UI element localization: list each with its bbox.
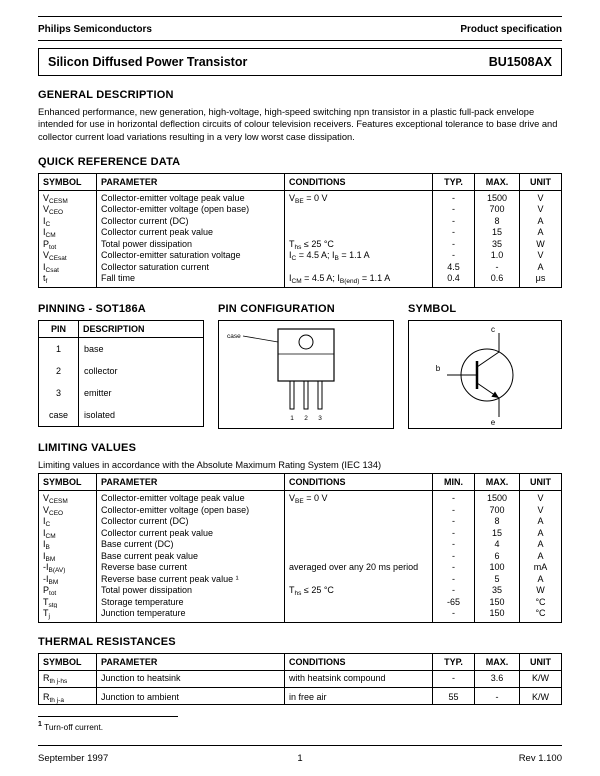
cell-parameter: Collector-emitter voltage peak value — [97, 190, 285, 204]
column-header-parameter: PARAMETER — [97, 474, 285, 491]
column-header-conditions: CONDITIONS — [285, 653, 433, 670]
column-header-symbol: SYMBOL — [39, 173, 97, 190]
cell-v1: - — [433, 216, 475, 228]
cell-v2: 8 — [475, 216, 520, 228]
cell-v1: - — [433, 204, 475, 216]
cell-parameter: Collector current peak value — [97, 227, 285, 239]
cell-unit: A — [520, 574, 562, 586]
column-header-conditions: CONDITIONS — [285, 474, 433, 491]
cell-v2: 35 — [475, 585, 520, 597]
cell-v2: 100 — [475, 562, 520, 574]
cell-v2: 35 — [475, 239, 520, 251]
lead-3 — [318, 381, 322, 409]
package-body — [278, 329, 334, 381]
cell-v1: 0.4 — [433, 273, 475, 287]
cell-unit: W — [520, 239, 562, 251]
cell-symbol: $I_{CM}$ — [39, 528, 97, 540]
title-band — [38, 48, 562, 76]
cell-v2: 3.6 — [475, 670, 520, 687]
base-label: b — [435, 363, 441, 373]
footnote-rule — [38, 716, 178, 717]
column-header-unit: UNIT — [520, 173, 562, 190]
footer-date: September 1997 — [38, 753, 109, 764]
table-row — [39, 239, 562, 251]
heading-pinning: PINNING - SOT186A — [38, 302, 146, 315]
table-row — [39, 216, 562, 228]
mounting-hole-icon — [299, 335, 313, 349]
cell-v2: 0.6 — [475, 273, 520, 287]
table-row — [39, 670, 562, 687]
collector-label: c — [491, 324, 495, 334]
cell-v1: - — [433, 585, 475, 597]
column-header-pin: PIN — [39, 320, 79, 337]
cell-v2: 4 — [475, 539, 520, 551]
cell-v2: 700 — [475, 204, 520, 216]
cell-parameter: Collector current (DC) — [97, 516, 285, 528]
cell-unit: A — [520, 227, 562, 239]
cell-symbol: $-I_{BM}$ — [39, 574, 97, 586]
masthead — [38, 22, 562, 40]
cell-v1: - — [433, 505, 475, 517]
cell-unit: V — [520, 204, 562, 216]
cell-v1: - — [433, 551, 475, 563]
cell-unit: V — [520, 491, 562, 505]
cell-symbol: $V_{CESM}$ — [39, 190, 97, 204]
cell-conditions: $I_{CM} = 4.5$ A; $I_{B(end)} = 1.1$ A — [285, 273, 433, 287]
cell-symbol: $I_B$ — [39, 539, 97, 551]
cell-conditions: $T_{hs} \le 25$ °C — [285, 585, 433, 597]
general-description-text: Enhanced performance, new generation, high-voltage, high-speed switching npn transistor in a plastic full-pack envelope intended for use in horizontal deflection circuits of colour television receivers. Features exceptional tolerance to base drive and collector current load variations resulting in a very low worst case dissipation. — [38, 107, 558, 142]
part-number: BU1508AX — [488, 55, 552, 69]
table-row — [39, 190, 562, 204]
heading-quick-reference: QUICK REFERENCE DATA — [38, 155, 181, 168]
cell-parameter: Collector-emitter voltage peak value — [97, 491, 285, 505]
spec-type: Product specification — [460, 24, 562, 35]
cell-unit: V — [520, 505, 562, 517]
cell-parameter: Total power dissipation — [97, 239, 285, 251]
table-row — [39, 273, 562, 287]
cell-v2: 1500 — [475, 491, 520, 505]
cell-unit: W — [520, 585, 562, 597]
cell-v1: - — [433, 608, 475, 622]
cell-unit: A — [520, 216, 562, 228]
symbol-column — [408, 290, 562, 429]
thermal-resistances-table — [38, 653, 562, 705]
pin-2-label: 2 — [304, 414, 308, 422]
footnote-text-line — [38, 721, 178, 732]
cell-symbol: $V_{CEO}$ — [39, 204, 97, 216]
table-header-row — [39, 653, 562, 670]
cell-unit: °C — [520, 608, 562, 622]
column-header-max: MAX. — [475, 173, 520, 190]
column-header-description: DESCRIPTION — [79, 320, 204, 337]
cell-conditions — [285, 608, 433, 622]
cell-parameter: Collector saturation current — [97, 262, 285, 274]
cell-parameter: Collector-emitter voltage (open base) — [97, 204, 285, 216]
footer-page-number: 1 — [297, 753, 303, 764]
cell-v1: - — [433, 670, 475, 687]
cell-parameter: Base current peak value — [97, 551, 285, 563]
cell-conditions — [285, 539, 433, 551]
cell-conditions — [285, 597, 433, 609]
cell-symbol: $I_{CM}$ — [39, 227, 97, 239]
pin-configuration-column — [218, 290, 394, 429]
cell-conditions — [285, 204, 433, 216]
table-row — [39, 337, 204, 360]
table-row — [39, 608, 562, 622]
cell-parameter: Reverse base current — [97, 562, 285, 574]
cell-parameter: Storage temperature — [97, 597, 285, 609]
cell-v1: - — [433, 227, 475, 239]
table-row — [39, 562, 562, 574]
table-row — [39, 262, 562, 274]
table-row — [39, 360, 204, 382]
cell-unit: K/W — [520, 670, 562, 687]
cell-parameter: Base current (DC) — [97, 539, 285, 551]
footer-revision: Rev 1.100 — [518, 753, 562, 764]
cell-description: emitter — [79, 382, 204, 404]
table-row — [39, 585, 562, 597]
table-row — [39, 227, 562, 239]
table-row — [39, 528, 562, 540]
quick-reference-table — [38, 173, 562, 288]
cell-description: base — [79, 337, 204, 360]
pin-configuration-figure — [218, 320, 394, 429]
column-header-conditions: CONDITIONS — [285, 173, 433, 190]
page-footer — [38, 745, 562, 764]
collector-branch — [477, 352, 499, 367]
limiting-values-intro: Limiting values in accordance with the Absolute Maximum Rating System (IEC 134) — [38, 459, 382, 470]
cell-v2: 150 — [475, 597, 520, 609]
table-row — [39, 505, 562, 517]
publisher-name: Philips Semiconductors — [38, 24, 152, 35]
emitter-arrow-icon — [491, 391, 499, 398]
table-row — [39, 539, 562, 551]
cell-symbol: $-I_{B(AV)}$ — [39, 562, 97, 574]
cell-v2: - — [475, 687, 520, 704]
column-header-unit: UNIT — [520, 653, 562, 670]
heading-thermal-resistances: THERMAL RESISTANCES — [38, 635, 176, 648]
cell-symbol: $P_{tot}$ — [39, 239, 97, 251]
table-row — [39, 687, 562, 704]
cell-parameter: Junction temperature — [97, 608, 285, 622]
cell-conditions: $T_{hs} \le 25$ °C — [285, 239, 433, 251]
cell-symbol: $R_{th j-a}$ — [39, 687, 97, 704]
cell-pin: 1 — [39, 337, 79, 360]
cell-symbol: $I_{BM}$ — [39, 551, 97, 563]
cell-conditions — [285, 216, 433, 228]
lead-2 — [304, 381, 308, 409]
cell-unit: A — [520, 551, 562, 563]
cell-unit: °C — [520, 597, 562, 609]
table-row — [39, 250, 562, 262]
pin-3-label: 3 — [318, 414, 322, 422]
lead-1 — [290, 381, 294, 409]
column-header-symbol: SYMBOL — [39, 653, 97, 670]
middle-section — [38, 290, 562, 429]
cell-conditions — [285, 574, 433, 586]
column-header-max: MAX. — [475, 474, 520, 491]
table-row — [39, 551, 562, 563]
page-title: Silicon Diffused Power Transistor — [48, 55, 248, 69]
cell-symbol: $P_{tot}$ — [39, 585, 97, 597]
case-leader-line — [243, 336, 278, 342]
column-header-typ: TYP. — [433, 653, 475, 670]
heading-pin-configuration: PIN CONFIGURATION — [218, 302, 335, 315]
table-row — [39, 491, 562, 505]
cell-conditions: $I_C = 4.5$ A; $I_B = 1.1$ A — [285, 250, 433, 262]
cell-v2: 1.0 — [475, 250, 520, 262]
cell-unit: mA — [520, 562, 562, 574]
column-header-unit: UNIT — [520, 474, 562, 491]
cell-conditions — [285, 227, 433, 239]
cell-parameter: Reverse base current peak value ¹ — [97, 574, 285, 586]
limiting-values-table — [38, 473, 562, 623]
cell-conditions — [285, 528, 433, 540]
cell-conditions: $V_{BE} = 0$ V — [285, 190, 433, 204]
cell-unit: A — [520, 262, 562, 274]
masthead-rule — [38, 40, 562, 41]
cell-symbol: $V_{CEO}$ — [39, 505, 97, 517]
cell-unit: K/W — [520, 687, 562, 704]
cell-conditions: with heatsink compound — [285, 670, 433, 687]
cell-v1: -65 — [433, 597, 475, 609]
cell-symbol: $I_{Csat}$ — [39, 262, 97, 274]
cell-v2: 15 — [475, 528, 520, 540]
table-row — [39, 404, 204, 427]
case-label: case — [227, 332, 241, 340]
heading-symbol: SYMBOL — [408, 302, 457, 315]
cell-symbol: $V_{CEsat}$ — [39, 250, 97, 262]
column-header-min: MIN. — [433, 474, 475, 491]
column-header-symbol: SYMBOL — [39, 474, 97, 491]
cell-symbol: $R_{th j-hs}$ — [39, 670, 97, 687]
cell-v1: - — [433, 239, 475, 251]
cell-description: collector — [79, 360, 204, 382]
column-header-parameter: PARAMETER — [97, 653, 285, 670]
cell-unit: V — [520, 250, 562, 262]
table-header-row — [39, 474, 562, 491]
cell-v1: - — [433, 562, 475, 574]
table-header-row — [39, 320, 204, 337]
symbol-figure — [408, 320, 562, 429]
cell-v2: - — [475, 262, 520, 274]
cell-v2: 1500 — [475, 190, 520, 204]
cell-v2: 8 — [475, 516, 520, 528]
cell-v1: - — [433, 190, 475, 204]
footnote-text: Turn-off current. — [44, 722, 104, 732]
cell-v1: - — [433, 528, 475, 540]
cell-v2: 15 — [475, 227, 520, 239]
cell-v1: - — [433, 250, 475, 262]
cell-symbol: $V_{CESM}$ — [39, 491, 97, 505]
table-row — [39, 382, 204, 404]
pinning-table — [38, 320, 204, 427]
cell-symbol: $t_f$ — [39, 273, 97, 287]
cell-unit: A — [520, 516, 562, 528]
table-row — [39, 204, 562, 216]
pinning-column — [38, 290, 204, 429]
cell-v2: 5 — [475, 574, 520, 586]
cell-v1: - — [433, 491, 475, 505]
cell-symbol: $T_{stg}$ — [39, 597, 97, 609]
cell-v1: - — [433, 574, 475, 586]
footnote — [38, 716, 178, 732]
cell-unit: μs — [520, 273, 562, 287]
cell-pin: 3 — [39, 382, 79, 404]
cell-unit: A — [520, 528, 562, 540]
cell-symbol: $T_j$ — [39, 608, 97, 622]
package-drawing-icon — [219, 321, 393, 428]
cell-symbol: $I_C$ — [39, 516, 97, 528]
column-header-max: MAX. — [475, 653, 520, 670]
column-header-parameter: PARAMETER — [97, 173, 285, 190]
cell-pin: 2 — [39, 360, 79, 382]
cell-conditions: averaged over any 20 ms period — [285, 562, 433, 574]
table-row — [39, 516, 562, 528]
cell-v1: 4.5 — [433, 262, 475, 274]
cell-parameter: Collector-emitter voltage (open base) — [97, 505, 285, 517]
cell-parameter: Collector current peak value — [97, 528, 285, 540]
column-header-typ: TYP. — [433, 173, 475, 190]
cell-v1: - — [433, 516, 475, 528]
cell-conditions — [285, 505, 433, 517]
cell-conditions: in free air — [285, 687, 433, 704]
footnote-marker: 1 — [38, 721, 42, 729]
cell-parameter: Fall time — [97, 273, 285, 287]
cell-conditions — [285, 262, 433, 274]
cell-v2: 6 — [475, 551, 520, 563]
top-rule — [38, 16, 562, 17]
cell-parameter: Collector-emitter saturation voltage — [97, 250, 285, 262]
table-header-row — [39, 173, 562, 190]
heading-limiting-values: LIMITING VALUES — [38, 441, 137, 454]
cell-parameter: Junction to ambient — [97, 687, 285, 704]
cell-parameter: Total power dissipation — [97, 585, 285, 597]
cell-conditions: $V_{BE} = 0$ V — [285, 491, 433, 505]
cell-v1: - — [433, 539, 475, 551]
cell-v2: 700 — [475, 505, 520, 517]
cell-symbol: $I_C$ — [39, 216, 97, 228]
heading-general-description: GENERAL DESCRIPTION — [38, 89, 174, 101]
cell-parameter: Junction to heatsink — [97, 670, 285, 687]
cell-conditions — [285, 551, 433, 563]
cell-v2: 150 — [475, 608, 520, 622]
cell-pin: case — [39, 404, 79, 427]
cell-description: isolated — [79, 404, 204, 427]
cell-conditions — [285, 516, 433, 528]
emitter-label: e — [490, 417, 496, 427]
table-row — [39, 597, 562, 609]
cell-parameter: Collector current (DC) — [97, 216, 285, 228]
cell-unit: V — [520, 190, 562, 204]
pin-1-label: 1 — [290, 414, 294, 422]
cell-v1: 55 — [433, 687, 475, 704]
cell-unit: A — [520, 539, 562, 551]
table-row — [39, 574, 562, 586]
transistor-symbol-icon — [409, 321, 561, 428]
